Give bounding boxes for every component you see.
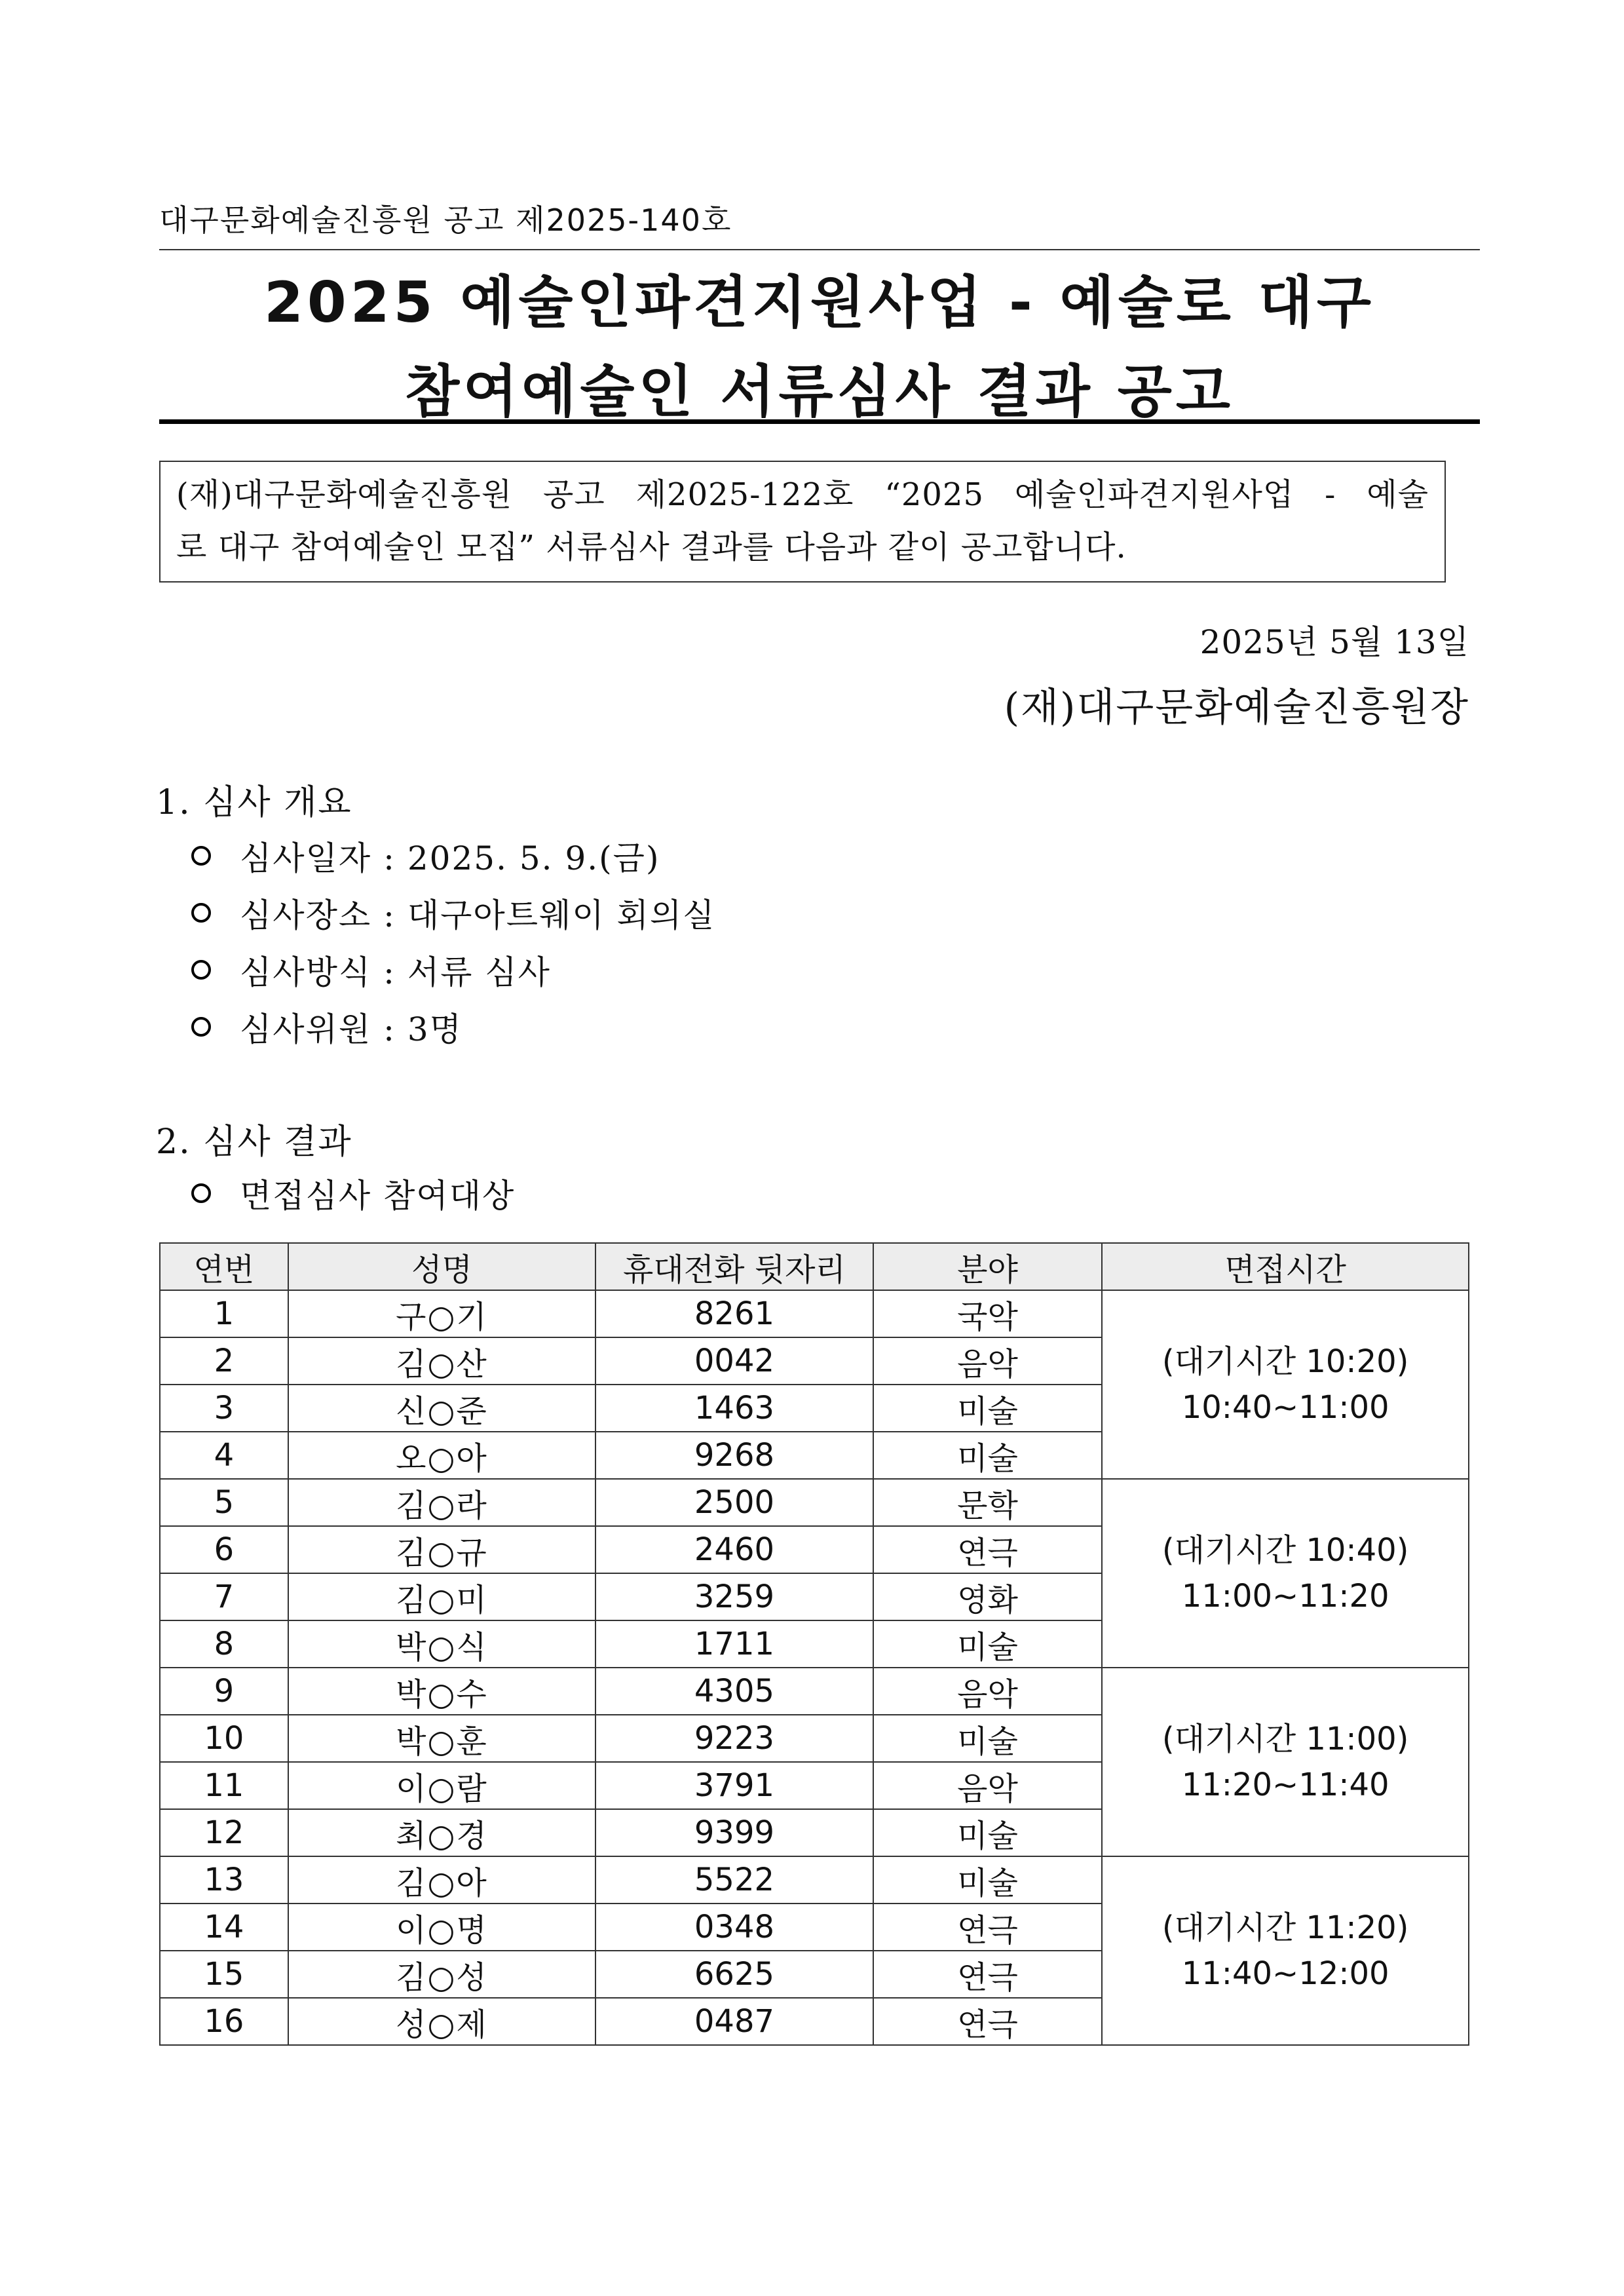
table-row [160, 1290, 1469, 1337]
cell-name: 신○준 [288, 1385, 595, 1432]
cell-phone: 2460 [595, 1526, 873, 1573]
cell-field: 음악 [873, 1337, 1103, 1385]
cell-name: 김○미 [288, 1573, 595, 1620]
overview-item-text: 심사위원 : 3명 [240, 1010, 463, 1048]
cell-name: 김○산 [288, 1337, 595, 1385]
cell-field: 연극 [873, 1998, 1103, 2045]
overview-item [191, 832, 660, 879]
cell-interview-slot [1102, 1290, 1469, 1479]
intro-box [159, 461, 1446, 583]
cell-phone: 1463 [595, 1385, 873, 1432]
cell-name: 박○훈 [288, 1715, 595, 1762]
cell-name: 구○기 [288, 1290, 595, 1337]
cell-phone: 9268 [595, 1432, 873, 1479]
cell-number: 16 [160, 1998, 288, 2045]
section-2-heading: 2. 심사 결과 [156, 1122, 352, 1162]
cell-number: 6 [160, 1526, 288, 1573]
cell-number: 8 [160, 1620, 288, 1668]
cell-phone: 2500 [595, 1479, 873, 1526]
cell-number: 11 [160, 1762, 288, 1809]
cell-phone: 4305 [595, 1668, 873, 1715]
cell-number: 15 [160, 1951, 288, 1998]
table-row [160, 1668, 1469, 1715]
title-divider [159, 419, 1480, 424]
cell-name: 오○아 [288, 1432, 595, 1479]
cell-phone: 0042 [595, 1337, 873, 1385]
cell-number: 4 [160, 1432, 288, 1479]
results-subheading-text: 면접심사 참여대상 [240, 1177, 516, 1215]
intro-line-1: (재)대구문화예술진흥원 공고 제2025-122호 “2025 예술인파견지원사업 - 예술 [176, 476, 1429, 513]
page-title-line-1: 2025 예술인파견지원사업 - 예술로 대구 [264, 270, 1375, 335]
cell-phone: 9223 [595, 1715, 873, 1762]
overview-item-text: 심사일자 : 2025. 5. 9.(금) [240, 839, 660, 877]
cell-field: 연극 [873, 1526, 1103, 1573]
circle-bullet-icon [191, 1017, 211, 1037]
waiting-time: (대기시간 10:20) [1161, 1343, 1409, 1380]
cell-number: 3 [160, 1385, 288, 1432]
cell-name: 박○식 [288, 1620, 595, 1668]
overview-item-text: 심사장소 : 대구아트웨이 회의실 [240, 896, 716, 934]
column-header-interview-time: 면접시간 [1102, 1243, 1469, 1290]
cell-name: 김○성 [288, 1951, 595, 1998]
cell-name: 최○경 [288, 1809, 595, 1856]
overview-item [191, 889, 715, 936]
waiting-time: (대기시간 10:40) [1161, 1532, 1409, 1569]
cell-field: 미술 [873, 1432, 1103, 1479]
interview-time: 11:20~11:40 [1181, 1767, 1389, 1803]
cell-number: 5 [160, 1479, 288, 1526]
cell-number: 14 [160, 1904, 288, 1951]
cell-number: 1 [160, 1290, 288, 1337]
cell-field: 미술 [873, 1809, 1103, 1856]
notice-number: 대구문화예술진흥원 공고 제2025-140호 [159, 202, 732, 238]
cell-phone: 5522 [595, 1856, 873, 1904]
header-divider [159, 249, 1480, 250]
cell-phone: 6625 [595, 1951, 873, 1998]
cell-field: 문학 [873, 1479, 1103, 1526]
cell-number: 10 [160, 1715, 288, 1762]
circle-bullet-icon [191, 1183, 211, 1203]
interview-time: 11:40~12:00 [1181, 1955, 1389, 1992]
cell-name: 김○규 [288, 1526, 595, 1573]
circle-bullet-icon [191, 846, 211, 866]
column-header-name: 성명 [288, 1243, 595, 1290]
table-row [160, 1479, 1469, 1526]
circle-bullet-icon [191, 960, 211, 980]
cell-field: 미술 [873, 1620, 1103, 1668]
page-title-line-2: 참여예술인 서류심사 결과 공고 [405, 359, 1234, 425]
section-1-heading: 1. 심사 개요 [156, 783, 352, 822]
cell-number: 12 [160, 1809, 288, 1856]
cell-number: 2 [160, 1337, 288, 1385]
cell-phone: 9399 [595, 1809, 873, 1856]
cell-name: 이○명 [288, 1904, 595, 1951]
column-header-number: 연번 [160, 1243, 288, 1290]
cell-field: 미술 [873, 1715, 1103, 1762]
waiting-time: (대기시간 11:20) [1161, 1909, 1409, 1946]
overview-item [191, 946, 551, 993]
column-header-phone: 휴대전화 뒷자리 [595, 1243, 873, 1290]
issuing-organization: (재)대구문화예술진흥원장 [1004, 685, 1469, 731]
cell-phone: 1711 [595, 1620, 873, 1668]
results-table [159, 1242, 1469, 2046]
table-row [160, 1856, 1469, 1904]
waiting-time: (대기시간 11:00) [1161, 1721, 1409, 1757]
cell-phone: 8261 [595, 1290, 873, 1337]
interview-time: 10:40~11:00 [1181, 1389, 1389, 1426]
cell-field: 영화 [873, 1573, 1103, 1620]
issue-date: 2025년 5월 13일 [1199, 623, 1469, 661]
cell-name: 김○라 [288, 1479, 595, 1526]
cell-field: 연극 [873, 1951, 1103, 1998]
cell-phone: 0348 [595, 1904, 873, 1951]
column-header-field: 분야 [873, 1243, 1103, 1290]
cell-interview-slot [1102, 1668, 1469, 1856]
cell-name: 박○수 [288, 1668, 595, 1715]
cell-number: 7 [160, 1573, 288, 1620]
cell-field: 연극 [873, 1904, 1103, 1951]
circle-bullet-icon [191, 903, 211, 923]
cell-name: 이○람 [288, 1762, 595, 1809]
overview-item-text: 심사방식 : 서류 심사 [240, 953, 551, 991]
cell-field: 미술 [873, 1385, 1103, 1432]
overview-item [191, 1003, 463, 1050]
cell-field: 음악 [873, 1668, 1103, 1715]
cell-phone: 0487 [595, 1998, 873, 2045]
cell-name: 성○제 [288, 1998, 595, 2045]
interview-time: 11:00~11:20 [1181, 1578, 1389, 1615]
cell-field: 미술 [873, 1856, 1103, 1904]
cell-phone: 3791 [595, 1762, 873, 1809]
intro-line-2: 로 대구 참여예술인 모집” 서류심사 결과를 다음과 같이 공고합니다. [176, 529, 1127, 565]
cell-name: 김○아 [288, 1856, 595, 1904]
table-header-row [160, 1243, 1469, 1290]
cell-phone: 3259 [595, 1573, 873, 1620]
cell-number: 9 [160, 1668, 288, 1715]
results-subheading [191, 1170, 515, 1217]
cell-field: 음악 [873, 1762, 1103, 1809]
cell-interview-slot [1102, 1479, 1469, 1668]
cell-interview-slot [1102, 1856, 1469, 2045]
cell-number: 13 [160, 1856, 288, 1904]
cell-field: 국악 [873, 1290, 1103, 1337]
